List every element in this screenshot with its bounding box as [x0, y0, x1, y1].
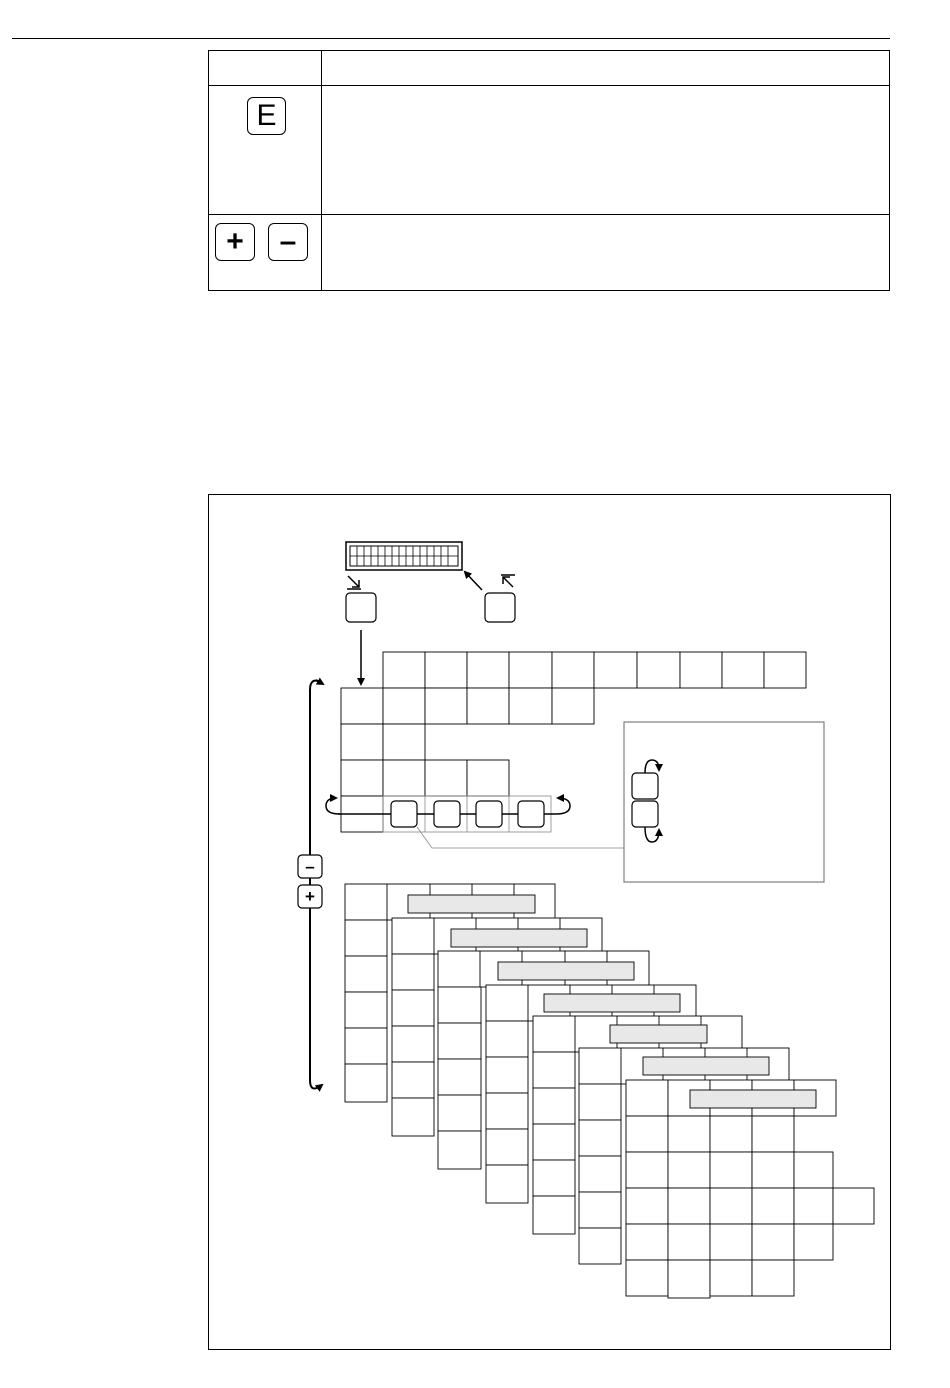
lcd-display-icon: [346, 542, 462, 570]
legend-leader-line: [417, 827, 624, 848]
side-plus-key-icon: [298, 885, 322, 908]
function-card-7: [626, 1080, 874, 1298]
enter-key-glyph: E: [256, 99, 277, 132]
side-plus-glyph: +: [305, 887, 315, 906]
exit-arrow-icon: [501, 575, 515, 587]
escape-key-icon: [485, 593, 515, 622]
side-minus-key-icon: [298, 855, 322, 878]
arrow-to-display: [465, 572, 482, 590]
legend-key-upper: [632, 773, 658, 799]
plus-key-glyph: +: [226, 225, 244, 258]
row-loop-right-icon: [556, 798, 570, 814]
enter-key-icon: [346, 593, 376, 622]
legend-key-lower: [632, 801, 658, 827]
side-minus-glyph: –: [305, 857, 315, 876]
row-loop-left-icon: [326, 798, 340, 814]
enter-arrow-icon: [347, 576, 361, 589]
minus-key-glyph: –: [279, 225, 297, 258]
